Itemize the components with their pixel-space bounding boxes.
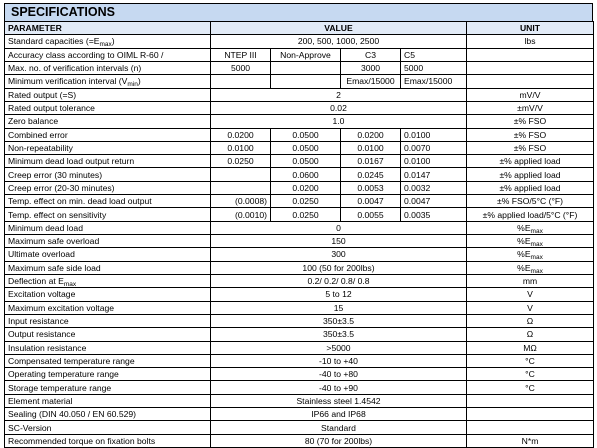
unit-cell [467,208,594,221]
value-cell: 350±3.5 [211,328,467,341]
value-subcell: 0.0100 [401,155,467,168]
subscript-text: max [530,227,543,235]
value-subcell [211,75,271,88]
table-row [5,48,594,61]
unit-cell [467,368,594,381]
table-row [5,168,594,181]
value-cell: Stainless steel 1.4542 [211,394,467,407]
table-body [5,35,594,448]
unit-cell [467,155,594,168]
value-subcell: 0.0053 [341,181,401,194]
unit-cell [467,235,594,248]
unit-cell [467,314,594,327]
table-row [5,301,594,314]
value-subcell: NTEP III [211,48,271,61]
header-unit: UNIT [467,22,594,35]
unit-cell [467,408,594,421]
parameter-cell [5,88,211,101]
value-subcell [211,168,271,181]
value-cell: Standard [211,421,467,434]
table-row [5,288,594,301]
value-subcell: 0.0200 [271,181,341,194]
cell-text: °C [525,382,535,393]
parameter-cell [5,288,211,301]
unit-cell [467,101,594,114]
cell-text: Rated output tolerance [8,103,95,114]
cell-text: Insulation resistance [8,342,87,353]
parameter-cell [5,75,211,88]
cell-text: Input resistance [8,316,69,327]
cell-text: V [527,302,533,313]
parameter-cell [5,115,211,128]
cell-text: ±% applied load [499,156,561,167]
cell-text: Recommended torque on fixation bolts [8,435,156,446]
value-subcell: 0.0250 [211,155,271,168]
table-row [5,181,594,194]
value-subcell: 0.0500 [271,141,341,154]
cell-text: Deflection at E [8,276,64,287]
cell-text: ±% FSO [513,142,547,153]
table-row [5,248,594,261]
value-subcell: 0.0100 [211,141,271,154]
table-row [5,75,594,88]
parameter-cell [5,221,211,234]
value-cell: 350±3.5 [211,314,467,327]
unit-cell [467,248,594,261]
cell-text: ±% applied load [499,169,561,180]
cell-text: ±% applied load [499,182,561,193]
cell-text: Non-repeatability [8,142,73,153]
subscript-text: max [63,281,77,288]
table-row [5,141,594,154]
value-subcell: 0.0245 [341,168,401,181]
parameter-cell [5,235,211,248]
cell-text: Maximum safe overload [8,236,100,247]
subscript-text: max [530,241,543,248]
parameter-cell [5,368,211,381]
cell-text: MΩ [523,342,537,353]
cell-text: mm [522,276,538,287]
value-subcell: (0.0010) [211,208,271,221]
value-subcell: 0.0147 [401,168,467,181]
subscript-text: max [530,267,543,275]
parameter-cell [5,48,211,61]
table-row [5,434,594,447]
parameter-cell [5,101,211,114]
value-subcell: 5000 [401,61,467,74]
parameter-cell [5,155,211,168]
cell-text: Element material [8,395,73,406]
unit-cell [467,221,594,234]
cell-text: Zero balance [8,116,59,127]
table-row [5,61,594,74]
value-cell: -40 to +80 [211,368,467,381]
value-cell: 0.2/ 0.2/ 0.8/ 0.8 [211,274,467,287]
cell-text: Accuracy class according to OIML R-60 / [8,49,164,60]
cell-text: °C [525,355,535,366]
cell-text: ±% FSO/5°C (°F) [496,196,564,207]
parameter-cell [5,128,211,141]
value-cell: 80 (70 for 200lbs) [211,434,467,447]
parameter-cell [5,35,211,48]
unit-cell [467,288,594,301]
section-title: SPECIFICATIONS [4,3,593,21]
value-cell: 100 (50 for 200lbs) [211,261,467,274]
unit-cell [467,261,594,274]
cell-text: Combined error [8,129,68,140]
unit-cell [467,128,594,141]
cell-text: %E [517,262,531,273]
value-subcell: 0.0100 [341,141,401,154]
value-subcell: 0.0167 [341,155,401,168]
table-row [5,115,594,128]
value-cell: 15 [211,301,467,314]
cell-text: Rated output (=S) [8,89,77,100]
table-row [5,394,594,407]
value-subcell: 0.0500 [271,128,341,141]
unit-cell [467,61,594,74]
unit-cell [467,88,594,101]
parameter-cell [5,394,211,407]
cell-text: ±% FSO [513,129,547,140]
unit-cell [467,274,594,287]
table-row [5,341,594,354]
cell-text: Max. no. of verification intervals (n) [8,63,142,74]
cell-text: N*m [521,435,539,446]
cell-text: Temp. effect on sensitivity [8,209,107,220]
table-row [5,354,594,367]
value-subcell: 0.0250 [271,208,341,221]
parameter-cell [5,181,211,194]
table-row [5,421,594,434]
parameter-cell [5,168,211,181]
parameter-cell [5,274,211,287]
cell-text: Compensated temperature range [8,355,135,366]
unit-cell [467,195,594,208]
cell-text: ) [137,76,141,87]
cell-text: Minimum dead load [8,222,83,233]
value-cell: 5 to 12 [211,288,467,301]
value-cell: >5000 [211,341,467,354]
value-subcell: 0.0047 [341,195,401,208]
parameter-cell [5,61,211,74]
value-subcell: Emax/15000 [341,75,401,88]
value-subcell: 0.0047 [401,195,467,208]
value-subcell: C5 [401,48,467,61]
cell-text: Maximum excitation voltage [8,302,115,313]
parameter-cell [5,301,211,314]
cell-text: Ultimate overload [8,249,75,260]
unit-cell [467,35,594,48]
cell-text: Sealing (DIN 40.050 / EN 60.529) [8,409,137,420]
parameter-cell [5,328,211,341]
parameter-cell [5,208,211,221]
cell-text: Creep error (20-30 minutes) [8,182,115,193]
table-row [5,221,594,234]
unit-cell [467,354,594,367]
value-cell: 150 [211,235,467,248]
table-row [5,195,594,208]
specifications-panel [4,3,593,448]
table-row [5,261,594,274]
cell-text: ) [111,36,115,47]
cell-text: Minimum verification interval (V [8,76,128,87]
value-subcell: 0.0500 [271,155,341,168]
cell-text: ±% FSO [513,116,547,127]
subscript-text: max [99,41,112,49]
value-cell: 200, 500, 1000, 2500 [211,35,467,48]
unit-cell [467,434,594,447]
value-subcell: C3 [341,48,401,61]
table-row [5,328,594,341]
parameter-cell [5,248,211,261]
value-cell: 2 [211,88,467,101]
unit-cell [467,141,594,154]
table-row [5,408,594,421]
unit-cell [467,181,594,194]
unit-cell [467,168,594,181]
parameter-cell [5,341,211,354]
table-row [5,155,594,168]
value-subcell: (0.0008) [211,195,271,208]
value-subcell [211,181,271,194]
table-row [5,235,594,248]
specifications-table [4,21,594,448]
value-subcell: Emax/15000 [401,75,467,88]
value-cell: 300 [211,248,467,261]
value-subcell: 3000 [341,61,401,74]
header-value: VALUE [211,22,467,35]
cell-text: lbs [524,36,536,47]
value-subcell: 0.0070 [401,141,467,154]
table-row [5,208,594,221]
value-cell: 0 [211,221,467,234]
value-subcell: 0.0035 [401,208,467,221]
value-subcell: 0.0200 [211,128,271,141]
cell-text: %E [517,249,531,260]
table-row [5,368,594,381]
table-row [5,35,594,48]
header-row [5,22,594,35]
cell-text: Standard capacities (=E [8,36,100,47]
cell-text: %E [517,236,531,247]
value-subcell: 0.0200 [341,128,401,141]
cell-text: SC-Version [8,422,52,433]
value-subcell: 0.0100 [401,128,467,141]
table-row [5,314,594,327]
table-row [5,274,594,287]
value-cell: -40 to +90 [211,381,467,394]
subscript-text: min [127,81,138,89]
parameter-cell [5,408,211,421]
value-cell: IP66 and IP68 [211,408,467,421]
table-row [5,128,594,141]
parameter-cell [5,261,211,274]
value-cell: -10 to +40 [211,354,467,367]
table-row [5,101,594,114]
value-subcell: 0.0055 [341,208,401,221]
parameter-cell [5,195,211,208]
cell-text: Operating temperature range [8,369,119,380]
cell-text: Excitation voltage [8,289,76,300]
header-parameter: PARAMETER [5,22,211,35]
unit-cell [467,421,594,434]
unit-cell [467,381,594,394]
cell-text: Creep error (30 minutes) [8,169,103,180]
value-cell: 1.0 [211,115,467,128]
table-row [5,88,594,101]
parameter-cell [5,314,211,327]
table-row [5,381,594,394]
unit-cell [467,75,594,88]
value-subcell: 5000 [211,61,271,74]
cell-text: Ω [526,316,534,327]
unit-cell [467,48,594,61]
value-cell: 0.02 [211,101,467,114]
cell-text: Maximum safe side load [8,262,101,273]
value-subcell [271,75,341,88]
value-subcell [271,61,341,74]
unit-cell [467,115,594,128]
cell-text: ±% applied load/5°C (°F) [482,209,578,220]
unit-cell [467,341,594,354]
cell-text: ±mV/V [517,103,543,114]
parameter-cell [5,434,211,447]
cell-text: Minimum dead load output return [8,156,135,167]
cell-text: °C [525,369,535,380]
unit-cell [467,328,594,341]
parameter-cell [5,354,211,367]
subscript-text: max [530,254,543,262]
cell-text: V [527,289,533,300]
cell-text: Ω [526,329,534,340]
cell-text: Temp. effect on min. dead load output [8,196,152,207]
parameter-cell [5,141,211,154]
value-subcell: 0.0600 [271,168,341,181]
value-subcell: 0.0250 [271,195,341,208]
value-subcell: 0.0032 [401,181,467,194]
parameter-cell [5,421,211,434]
unit-cell [467,394,594,407]
parameter-cell [5,381,211,394]
unit-cell [467,301,594,314]
value-subcell: Non-Approve [271,48,341,61]
cell-text: %E [517,222,531,233]
cell-text: Storage temperature range [8,382,112,393]
cell-text: mV/V [519,89,541,100]
cell-text: Output resistance [8,329,76,340]
